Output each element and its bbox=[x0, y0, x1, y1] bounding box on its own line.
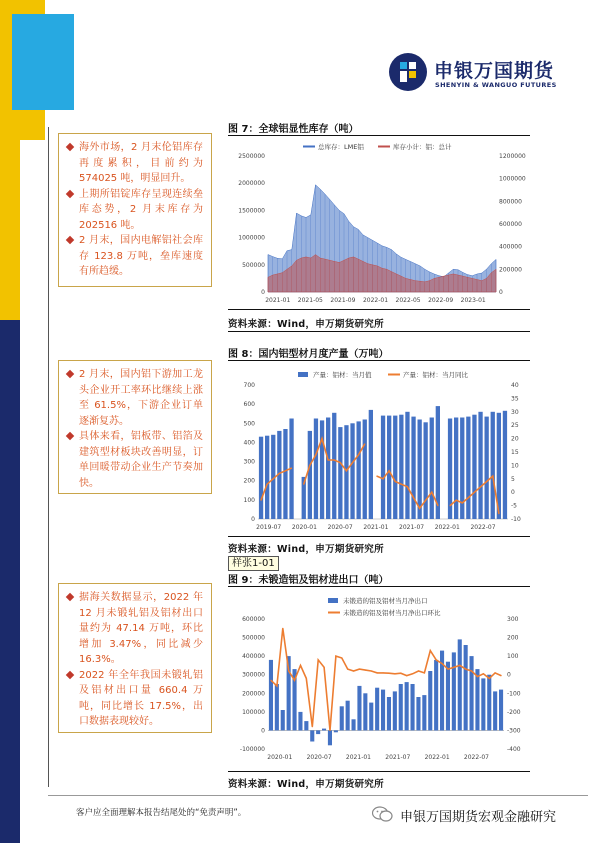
y-right-tick-label: 200000 bbox=[499, 266, 522, 274]
y-right-tick-label: 1200000 bbox=[499, 153, 526, 160]
legend-label: 未锻造的铝及铝材当月净出口 bbox=[343, 597, 428, 605]
y-left-tick-label: 0 bbox=[261, 727, 265, 735]
x-tick-label: 2022-05 bbox=[395, 297, 421, 304]
line-point bbox=[477, 676, 478, 677]
bar bbox=[422, 695, 426, 730]
figure-9-source: 资料来源：Wind，申万期货研究所 bbox=[228, 779, 384, 790]
line-point bbox=[340, 462, 341, 463]
line-point bbox=[474, 492, 475, 493]
line-point bbox=[335, 656, 336, 657]
legend-swatch bbox=[298, 372, 308, 377]
line-point bbox=[413, 497, 414, 498]
bar bbox=[326, 418, 330, 520]
figure-7-rule bbox=[228, 135, 530, 136]
line-point bbox=[436, 659, 437, 660]
line-point bbox=[329, 730, 330, 731]
note-item: 上期所铝锭库存呈现连续垒库态势，2 月末库存为 202516 吨。 bbox=[67, 187, 203, 234]
figure-7-svg bbox=[228, 138, 530, 306]
note-item: 2 月末，国内电解铝社会库存 123.8 万吨，垒库速度有所趋缓。 bbox=[67, 233, 203, 280]
x-tick-label: 2022-01 bbox=[362, 297, 389, 304]
x-tick-label: 2021-07 bbox=[399, 524, 425, 531]
bar bbox=[363, 420, 367, 520]
line-point bbox=[376, 476, 377, 477]
x-tick-label: 2021-05 bbox=[297, 297, 323, 304]
figure-9-rule-bottom bbox=[228, 771, 530, 772]
y-right-tick-label: 20 bbox=[511, 435, 519, 443]
y-right-tick-label: 15 bbox=[511, 449, 519, 456]
line-point bbox=[412, 673, 413, 674]
y-right-tick-label: 0 bbox=[511, 489, 515, 497]
x-tick-label: 2019-07 bbox=[256, 524, 282, 531]
note-item: 2 月末，国内铝下游加工龙头企业开工率环比继续上涨至 61.5%，下游企业订单逐渐复苏。 bbox=[67, 367, 203, 429]
figure-9-rule bbox=[228, 586, 530, 587]
bar bbox=[464, 645, 468, 730]
bar bbox=[375, 688, 379, 731]
line-point bbox=[407, 486, 408, 487]
line-point bbox=[383, 672, 384, 673]
line-point bbox=[424, 672, 425, 673]
bar bbox=[478, 412, 482, 519]
figure-8-title: 图 8：国内铝型材月度产量（万吨） bbox=[228, 349, 389, 360]
legend-label: 产量：铝材：当月值 bbox=[313, 371, 372, 379]
x-tick-label: 2023-01 bbox=[460, 297, 486, 304]
line-point bbox=[359, 669, 360, 670]
legend-label: 未锻造的铝及铝材当月净出口环比 bbox=[343, 609, 441, 617]
line-point bbox=[418, 670, 419, 671]
line-point bbox=[321, 438, 322, 439]
bar bbox=[481, 678, 485, 730]
line-point bbox=[347, 669, 348, 670]
line-point bbox=[495, 672, 496, 673]
line-point bbox=[462, 502, 463, 503]
line-point bbox=[291, 468, 292, 469]
legend-label: 产量：铝材：当月同比 bbox=[403, 371, 468, 379]
line-point bbox=[312, 726, 313, 727]
line-point bbox=[341, 657, 342, 658]
bar bbox=[269, 660, 273, 731]
line-point bbox=[279, 473, 280, 474]
line-point bbox=[371, 670, 372, 671]
line-point bbox=[388, 673, 389, 674]
y-right-tick-label: 600000 bbox=[499, 221, 522, 228]
bar bbox=[304, 721, 308, 730]
bar bbox=[316, 730, 320, 734]
bar bbox=[310, 730, 314, 741]
x-tick-label: 2021-01 bbox=[345, 754, 372, 761]
bar bbox=[381, 690, 385, 731]
x-tick-label: 2021-07 bbox=[385, 754, 411, 761]
bar bbox=[472, 415, 476, 519]
line-point bbox=[318, 659, 319, 660]
bar bbox=[411, 417, 415, 519]
bar bbox=[322, 729, 326, 731]
y-right-tick-label: 5 bbox=[511, 475, 515, 483]
figure-7-source: 资料来源：Wind，申万期货研究所 bbox=[228, 319, 384, 330]
line-point bbox=[315, 454, 316, 455]
line-point bbox=[406, 675, 407, 676]
line-point bbox=[328, 459, 329, 460]
line-point bbox=[288, 670, 289, 671]
line-point bbox=[471, 670, 472, 671]
line-point bbox=[324, 667, 325, 668]
y-right-tick-label: 35 bbox=[511, 395, 519, 403]
line-point bbox=[400, 673, 401, 674]
y-right-tick-label: -5 bbox=[511, 502, 517, 510]
line-point bbox=[480, 486, 481, 487]
bar bbox=[369, 703, 373, 731]
brand-name-en: SHENYIN & WANGUO FUTURES bbox=[435, 81, 557, 89]
bar bbox=[487, 675, 491, 731]
y-left-tick-label: 200000 bbox=[242, 690, 265, 698]
decor-divider-line bbox=[48, 127, 49, 787]
footer-disclaimer: 客户应全面理解本报告结尾处的“免责声明”。 bbox=[76, 808, 247, 818]
bar bbox=[430, 418, 434, 520]
x-tick-label: 2021-01 bbox=[363, 524, 389, 531]
y-left-tick-label: 600000 bbox=[242, 616, 265, 623]
y-left-tick-label: 400000 bbox=[242, 653, 265, 661]
decor-cyan-block bbox=[12, 14, 74, 110]
y-right-tick-label: 0 bbox=[507, 671, 511, 679]
bar bbox=[332, 413, 336, 519]
y-right-tick-label: 10 bbox=[511, 462, 519, 470]
bar bbox=[418, 420, 422, 520]
figure-7-source-rule bbox=[228, 331, 530, 332]
x-tick-label: 2022-01 bbox=[424, 754, 450, 761]
legend-swatch bbox=[328, 598, 338, 603]
line-point bbox=[394, 673, 395, 674]
bar bbox=[275, 684, 279, 730]
bar bbox=[458, 639, 462, 730]
line-point bbox=[447, 669, 448, 670]
brand-name-cn: 申银万国期货 bbox=[434, 60, 555, 82]
x-tick-label: 2020-01 bbox=[267, 754, 293, 761]
x-tick-label: 2022-01 bbox=[434, 524, 460, 531]
y-left-tick-label: 1000000 bbox=[238, 234, 265, 242]
bar bbox=[503, 411, 507, 519]
x-tick-label: 2021-09 bbox=[330, 297, 356, 304]
bar bbox=[393, 416, 397, 519]
bar bbox=[399, 415, 403, 519]
bar bbox=[283, 429, 287, 519]
bar bbox=[466, 417, 470, 519]
line-point bbox=[456, 500, 457, 501]
line-point bbox=[468, 497, 469, 498]
bar bbox=[475, 669, 479, 730]
bar bbox=[452, 652, 456, 730]
y-left-tick-label: 100000 bbox=[242, 708, 265, 716]
figure-8-rule-bottom bbox=[228, 536, 530, 537]
y-left-tick-label: 0 bbox=[261, 289, 265, 296]
decor-yellow-strip bbox=[0, 140, 20, 320]
figure-9-svg bbox=[228, 589, 530, 767]
y-left-tick-label: 500000 bbox=[242, 261, 265, 269]
note-box-exports bbox=[58, 583, 212, 733]
bar bbox=[405, 682, 409, 730]
bar bbox=[320, 420, 324, 519]
note-item: 2022 年全年我国未锻轧铝及铝材出口量 660.4 万吨，同比增长 17.5%，出口数据表现较好。 bbox=[67, 668, 203, 730]
bar bbox=[416, 697, 420, 730]
line-point bbox=[365, 670, 366, 671]
note-box-downstream bbox=[58, 360, 212, 494]
y-right-tick-label: 0 bbox=[499, 289, 503, 296]
bar bbox=[399, 684, 403, 730]
line-point bbox=[285, 470, 286, 471]
line-point bbox=[358, 454, 359, 455]
y-left-tick-label: 300 bbox=[243, 458, 255, 466]
y-right-tick-label: -10 bbox=[511, 516, 521, 523]
note-item: 具体来看，铝板带、铝箔及建筑型材板块改善明显，订单回暖带动企业生产节奏加快。 bbox=[67, 429, 203, 491]
figure-7-rule-bottom bbox=[228, 309, 530, 310]
figure-8-source: 资料来源：Wind，申万期货研究所 bbox=[228, 544, 384, 555]
wechat-icon bbox=[372, 806, 394, 822]
line-point bbox=[492, 476, 493, 477]
y-right-tick-label: 1000000 bbox=[499, 175, 526, 183]
figure-9-chart bbox=[228, 589, 530, 767]
y-left-tick-label: 2000000 bbox=[238, 180, 265, 188]
line-point bbox=[282, 628, 283, 629]
bar bbox=[446, 662, 450, 731]
y-right-tick-label: 800000 bbox=[499, 198, 522, 206]
line-point bbox=[489, 678, 490, 679]
brand-logo bbox=[388, 52, 558, 94]
line-point bbox=[430, 650, 431, 651]
line-point bbox=[395, 481, 396, 482]
bar bbox=[328, 730, 332, 745]
x-tick-label: 2020-07 bbox=[327, 524, 353, 531]
line-point bbox=[300, 665, 301, 666]
line-point bbox=[501, 675, 502, 676]
bar bbox=[470, 656, 474, 730]
line-point bbox=[346, 470, 347, 471]
y-left-tick-label: -100000 bbox=[239, 746, 265, 753]
line-point bbox=[483, 673, 484, 674]
decor-navy-strip bbox=[0, 320, 20, 843]
line-point bbox=[419, 508, 420, 509]
line-point bbox=[425, 500, 426, 501]
bar bbox=[340, 706, 344, 730]
bar bbox=[485, 417, 489, 519]
line-point bbox=[486, 481, 487, 482]
note-box-inventory bbox=[58, 133, 212, 287]
bar bbox=[491, 412, 495, 519]
line-point bbox=[442, 663, 443, 664]
bar bbox=[387, 416, 391, 519]
bar bbox=[393, 691, 397, 730]
bar bbox=[352, 719, 356, 730]
wechat-account-name: 申银万国期货宏观金融研究 bbox=[400, 810, 557, 825]
y-left-tick-label: 200 bbox=[243, 477, 255, 485]
line-point bbox=[303, 484, 304, 485]
brand-logo-icon bbox=[388, 52, 428, 92]
x-tick-label: 2020-01 bbox=[291, 524, 317, 531]
line-point bbox=[352, 462, 353, 463]
x-tick-label: 2022-07 bbox=[463, 754, 490, 761]
x-tick-label: 2020-07 bbox=[306, 754, 332, 761]
bar bbox=[428, 671, 432, 730]
bar bbox=[499, 690, 503, 731]
bar bbox=[493, 691, 497, 730]
y-right-tick-label: -100 bbox=[507, 690, 521, 698]
bar bbox=[460, 418, 464, 520]
line-point bbox=[309, 465, 310, 466]
y-left-tick-label: 600 bbox=[243, 401, 255, 409]
bar bbox=[411, 684, 415, 730]
y-left-tick-label: 500 bbox=[243, 420, 255, 428]
y-left-tick-label: 700 bbox=[243, 382, 255, 389]
bar bbox=[350, 423, 354, 519]
y-right-tick-label: 25 bbox=[511, 422, 519, 430]
bar bbox=[454, 418, 458, 520]
note-item: 海外市场，2 月末伦铝库存再度累积，目前约为 574025 吨，明显回升。 bbox=[67, 140, 203, 187]
y-left-tick-label: 400 bbox=[243, 439, 255, 447]
bar bbox=[298, 712, 302, 731]
y-right-tick-label: 300 bbox=[507, 616, 519, 623]
bar bbox=[338, 427, 342, 519]
line-point bbox=[364, 443, 365, 444]
line-point bbox=[306, 678, 307, 679]
y-right-tick-label: 400000 bbox=[499, 243, 522, 251]
y-left-tick-label: 300000 bbox=[242, 671, 265, 679]
line-point bbox=[450, 505, 451, 506]
note-item: 据海关数据显示，2022 年 12 月未锻轧铝及铝材出口量约为 47.14 万吨，环比增加 3.47%，同比减少 16.3%。 bbox=[67, 590, 203, 668]
line-point bbox=[401, 484, 402, 485]
line-point bbox=[334, 459, 335, 460]
line-point bbox=[498, 513, 499, 514]
figure-9-title: 图 9：未锻造铝及铝材进出口（吨） bbox=[228, 575, 389, 586]
y-right-tick-label: -400 bbox=[507, 746, 521, 753]
figure-7-title: 图 7：全球铝显性库存（吨） bbox=[228, 124, 359, 135]
figure-8-rule bbox=[228, 360, 530, 361]
legend-label: 总库存：LME铝 bbox=[318, 143, 364, 151]
bar bbox=[424, 422, 428, 519]
bar bbox=[357, 686, 361, 731]
line-point bbox=[260, 500, 261, 501]
y-right-tick-label: 200 bbox=[507, 634, 519, 642]
y-right-tick-label: 30 bbox=[511, 408, 519, 416]
y-left-tick-label: 0 bbox=[251, 516, 255, 523]
line-point bbox=[276, 685, 277, 686]
bar bbox=[405, 412, 409, 519]
bar bbox=[434, 660, 438, 731]
line-point bbox=[353, 670, 354, 671]
y-left-tick-label: 100 bbox=[243, 496, 255, 504]
line-point bbox=[267, 484, 268, 485]
x-tick-label: 2021-01 bbox=[265, 297, 291, 304]
bar bbox=[369, 410, 373, 519]
bar bbox=[334, 730, 338, 732]
y-left-tick-label: 500000 bbox=[242, 634, 265, 642]
y-right-tick-label: 100 bbox=[507, 653, 519, 661]
line-point bbox=[294, 680, 295, 681]
bar bbox=[259, 437, 263, 519]
bar bbox=[346, 701, 350, 731]
line-point bbox=[389, 470, 390, 471]
bar bbox=[314, 419, 318, 520]
line-point bbox=[465, 669, 466, 670]
y-right-tick-label: 40 bbox=[511, 382, 519, 389]
legend-label: 库存小计：铝：总计 bbox=[393, 143, 452, 151]
figure-8-svg bbox=[228, 363, 530, 533]
line-point bbox=[382, 478, 383, 479]
figure-8-chart bbox=[228, 363, 530, 533]
y-right-tick-label: -200 bbox=[507, 708, 521, 716]
bar bbox=[281, 710, 285, 730]
line-point bbox=[437, 505, 438, 506]
bar bbox=[357, 421, 361, 519]
bar bbox=[387, 697, 391, 730]
bar bbox=[344, 425, 348, 519]
y-right-tick-label: -300 bbox=[507, 727, 521, 735]
line-point bbox=[459, 665, 460, 666]
line-point bbox=[453, 667, 454, 668]
y-left-tick-label: 2500000 bbox=[238, 153, 265, 160]
y-left-tick-label: 1500000 bbox=[238, 207, 265, 215]
footer-rule bbox=[48, 795, 588, 796]
x-tick-label: 2022-07 bbox=[470, 524, 496, 531]
bar bbox=[381, 416, 385, 519]
bar bbox=[363, 693, 367, 730]
line-point bbox=[270, 680, 271, 681]
figure-7-chart bbox=[228, 138, 530, 306]
sample-tag[interactable]: 样张1-01 bbox=[228, 556, 279, 571]
bar bbox=[265, 436, 269, 519]
x-tick-label: 2022-09 bbox=[428, 297, 454, 304]
bar bbox=[308, 431, 312, 519]
line-point bbox=[273, 478, 274, 479]
line-point bbox=[431, 492, 432, 493]
line-point bbox=[377, 672, 378, 673]
